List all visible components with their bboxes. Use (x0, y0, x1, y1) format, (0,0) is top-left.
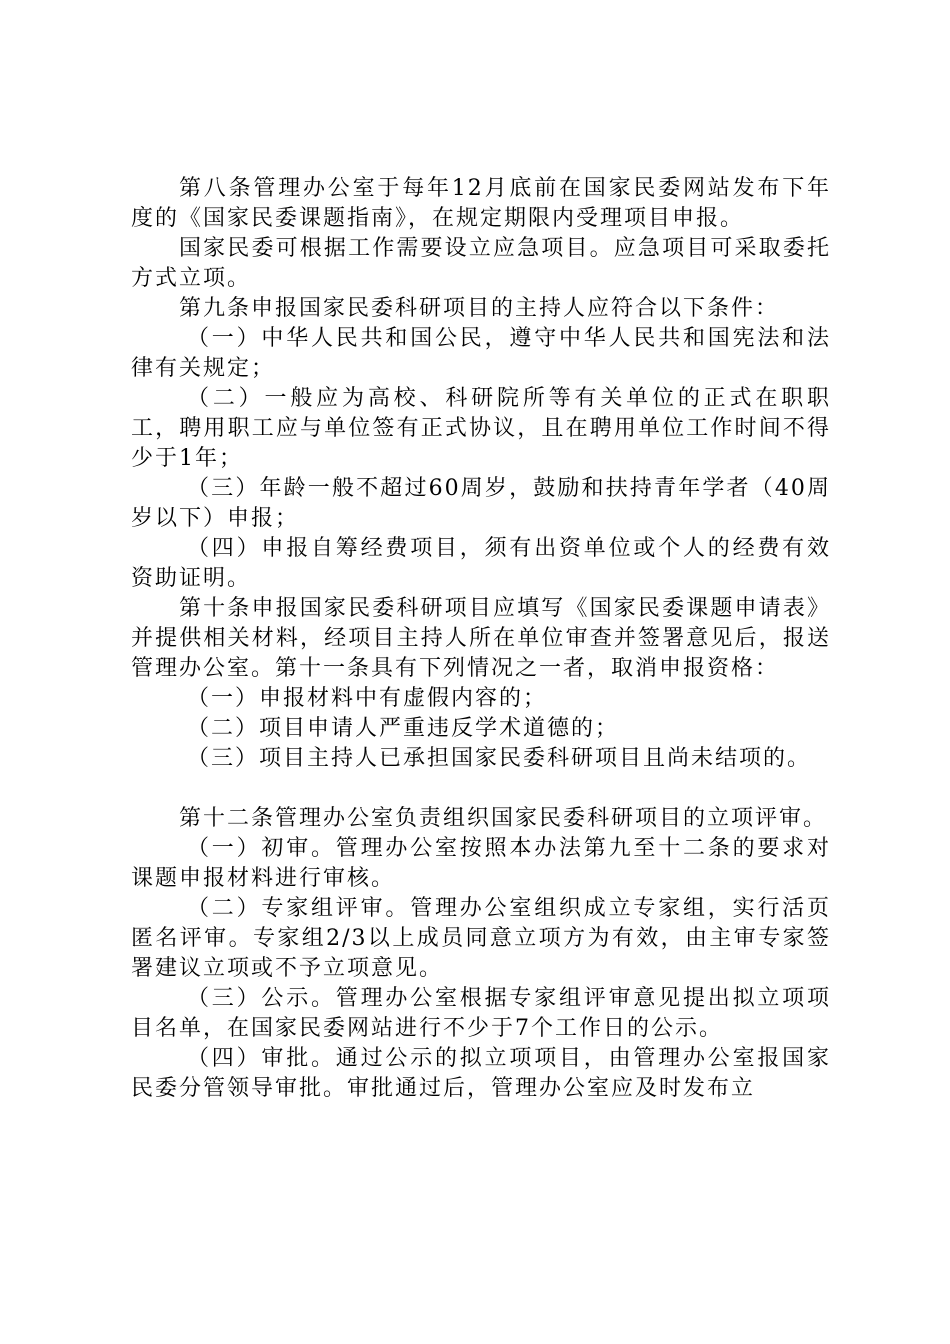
document-body (131, 174, 831, 1104)
list-item-review-step-1: （一）初审。管理办公室按照本办法第九至十二条的要求对课题申报材料进行审核。 (131, 836, 831, 891)
list-item-condition-1: （一）中华人民共和国公民，遵守中华人民共和国宪法和法律有关规定； (131, 326, 831, 381)
paragraph-article-10-11: 第十条申报国家民委科研项目应填写《国家民委课题申请表》并提供相关材料，经项目主持人所在单位审查并签署意见后，报送管理办公室。第十一条具有下列情况之一者，取消申报资格： (131, 596, 831, 681)
list-item-condition-3: （三）年龄一般不超过60周岁，鼓励和扶持青年学者（40周岁以下）申报； (131, 476, 831, 531)
paragraph-emergency-projects: 国家民委可根据工作需要设立应急项目。应急项目可采取委托方式立项。 (131, 236, 831, 291)
list-item-condition-2: （二）一般应为高校、科研院所等有关单位的正式在职职工，聘用职工应与单位签有正式协议，且在聘用单位工作时间不得少于1年； (131, 386, 831, 471)
list-item-disqualification-1: （一）申报材料中有虚假内容的； (187, 686, 548, 711)
list-item-disqualification-3: （三）项目主持人已承担国家民委科研项目且尚未结项的。 (187, 746, 812, 771)
list-item-review-step-2: （二）专家组评审。管理办公室组织成立专家组，实行活页匿名评审。专家组2/3以上成员同意立项方为有效，由主审专家签署建议立项或不予立项意见。 (131, 896, 831, 981)
paragraph-article-8: 第八条管理办公室于每年12月底前在国家民委网站发布下年度的《国家民委课题指南》，在规定期限内受理项目申报。 (131, 176, 831, 231)
list-item-disqualification-2: （二）项目申请人严重违反学术道德的； (187, 716, 620, 741)
paragraph-article-12: 第十二条管理办公室负责组织国家民委科研项目的立项评审。 (179, 806, 828, 831)
list-item-review-step-3: （三）公示。管理办公室根据专家组评审意见提出拟立项项目名单，在国家民委网站进行不少于7个工作日的公示。 (131, 986, 831, 1041)
list-item-condition-4: （四）申报自筹经费项目，须有出资单位或个人的经费有效资助证明。 (131, 536, 831, 591)
paragraph-article-9: 第九条申报国家民委科研项目的主持人应符合以下条件： (179, 296, 780, 321)
list-item-review-step-4: （四）审批。通过公示的拟立项项目，由管理办公室报国家民委分管领导审批。审批通过后，管理办公室应及时发布立 (131, 1046, 831, 1101)
